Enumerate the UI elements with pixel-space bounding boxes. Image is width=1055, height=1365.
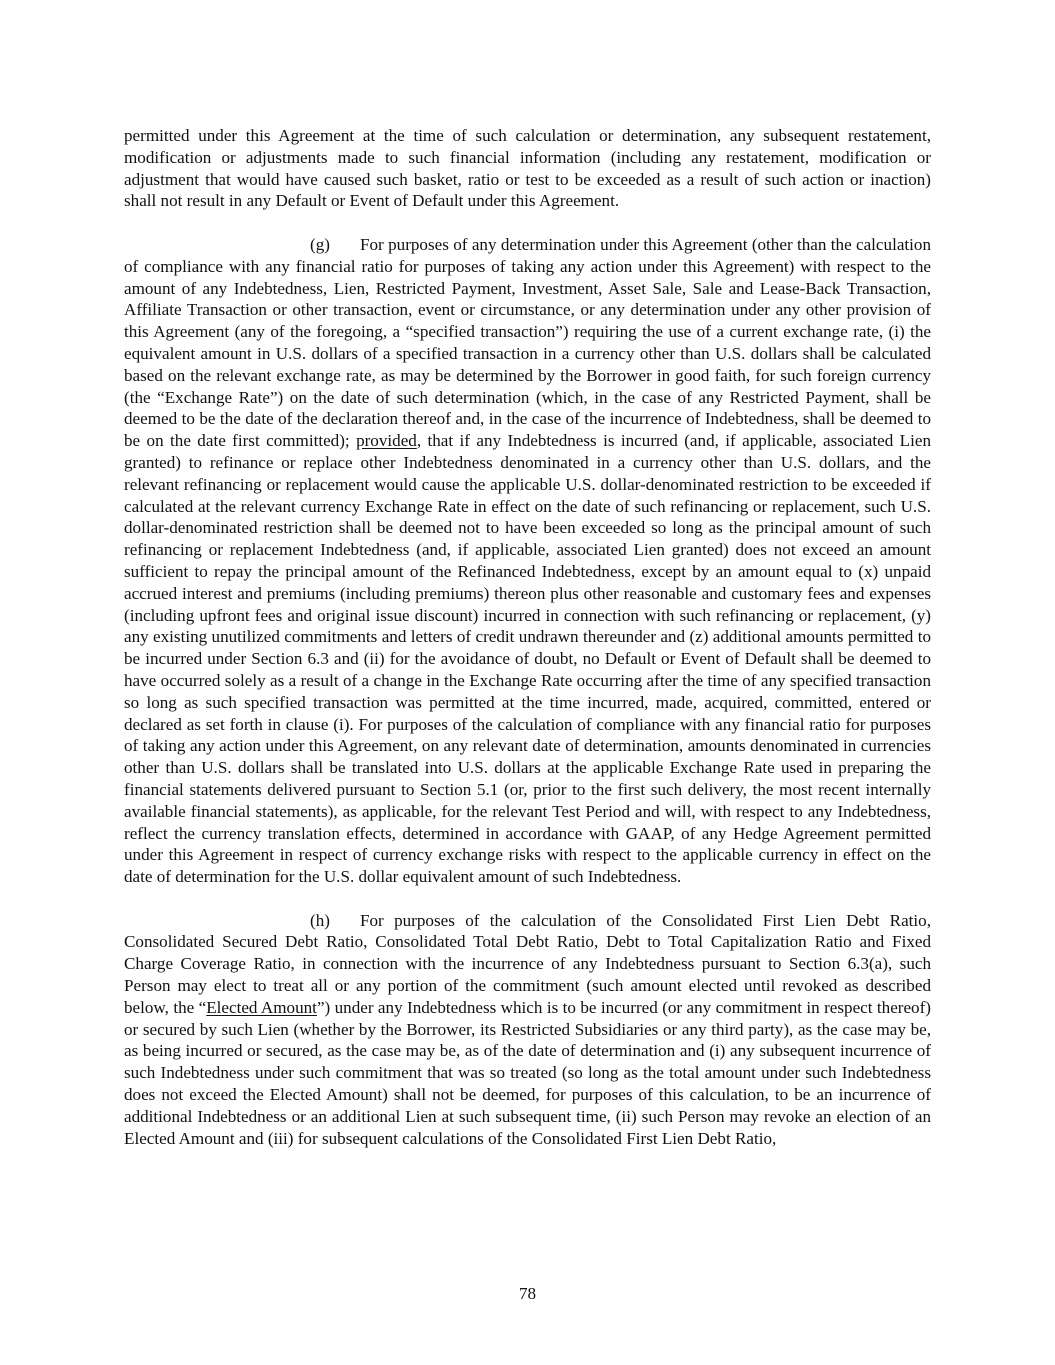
paragraph-continuation [124, 125, 931, 212]
underlined-term: provided [356, 431, 417, 451]
paragraph-text: , that if any Indebtedness is incurred (and, if applicable, associated Lien granted) to refinance or replace other Indebtedness denominated in a currency other than U.S. dollars, and the relevant refinancing or replacement would cause the applicable U.S. dollar-denominated restriction to be exceeded if calculated at the relevant currency Exchange Rate in effect on the date of such refinancing or replacement, such U.S. dollar-denominated restriction shall be deemed not to have been exceeded so long as the principal amount of such refinancing or replacement Indebtedness (and, if applicable, associated Lien granted) does not exceed an amount sufficient to repay the principal amount of the Refinanced Indebtedness, except by an amount equal to (x) unpaid accrued interest and premiums (including premiums) thereon plus other reasonable and customary fees and expenses (including upfront fees and original issue discount) incurred in connection with such refinancing or replacement, (y) any existing unutilized commitments and letters of credit undrawn thereunder and (z) additional amounts permitted to be incurred under Section 6.3 and (ii) for the avoidance of doubt, no Default or Event of Default shall be deemed to have occurred solely as a result of a change in the Exchange Rate occurring after the time of any specified transaction so long as such specified transaction was permitted at the time incurred, made, acquired, committed, entered or declared as set forth in clause (i). For purposes of the calculation of compliance with any financial ratio for purposes of taking any action under this Agreement, on any relevant date of determination, amounts denominated in currencies other than U.S. dollars shall be translated into U.S. dollars at the applicable Exchange Rate used in preparing the financial statements delivered pursuant to Section 5.1 (or, prior to the first such delivery, the most recent internally available financial statements), as applicable, for the relevant Test Period and will, with respect to any Indebtedness, reflect the currency translation effects, determined in accordance with GAAP, of any Hedge Agreement permitted under this Agreement in respect of currency exchange risks with respect to the applicable currency in effect on the date of determination for the U.S. dollar equivalent amount of such Indebtedness. [124, 431, 931, 887]
paragraph-text: For purposes of any determination under this Agreement (other than the calculation of compliance with any financial ratio for purposes of taking any action under this Agreement) with respect to the amount of any Indebtedness, Lien, Restricted Payment, Investment, Asset Sale, Sale and Lease-Back Transaction, Affiliate Transaction or other transaction, event or circumstance, or any determination under any other provision of this Agreement (any of the foregoing, a “specified transaction”) requiring the use of a current exchange rate, (i) the equivalent amount in U.S. dollars of a specified transaction in a currency other than U.S. dollars shall be calculated based on the relevant exchange rate, as may be determined by the Borrower in good faith, for such foreign currency (the “Exchange Rate”) on the date of such determination (which, in the case of any Restricted Payment, shall be deemed to be the date of the declaration thereof and, in the case of the incurrence of Indebtedness, shall be deemed to be on the date first committed); [124, 234, 931, 451]
paragraph-clause-g [124, 234, 931, 888]
clause-label: (h) [310, 910, 330, 930]
body-text [124, 125, 931, 1171]
paragraph-text: permitted under this Agreement at the time of such calculation or determination, any subsequent restatement, modification or adjustments made to such financial information (including any restatement, modification or adjustment that would have caused such basket, ratio or test to be exceeded as a result of such action or inaction) shall not result in any Default or Event of Default under this Agreement. [124, 126, 931, 211]
underlined-term: Elected Amount [206, 997, 317, 1017]
paragraph-text: For purposes of the calculation of the Consolidated First Lien Debt Ratio, Consolidated Secured Debt Ratio, Consolidated Total Debt Ratio, Debt to Total Capitalization Ratio and Fixed Charge Coverage Ratio, in connection with the incurrence of any Indebtedness pursuant to Section 6.3(a), such Person may elect to treat all or any portion of the commitment (such amount elected until revoked as described below, the “ [124, 910, 931, 1017]
paragraph-text: ”) under any Indebtedness which is to be incurred (or any commitment in respect thereof) or secured by such Lien (whether by the Borrower, its Restricted Subsidiaries or any third party), as the case may be, as being incurred or secured, as the case may be, as of the date of determination and (i) any subsequent incurrence of such Indebtedness under such commitment that was so treated (so long as the total amount under such Indebtedness does not exceed the Elected Amount) shall not be deemed, for purposes of this calculation, to be an incurrence of additional Indebtedness or an additional Lien at such subsequent time, (ii) such Person may revoke an election of an Elected Amount and (iii) for subsequent calculations of the Consolidated First Lien Debt Ratio, [124, 997, 931, 1148]
paragraph-clause-h [124, 910, 931, 1150]
clause-label: (g) [310, 234, 330, 254]
page-number: 78 [518, 1284, 537, 1303]
